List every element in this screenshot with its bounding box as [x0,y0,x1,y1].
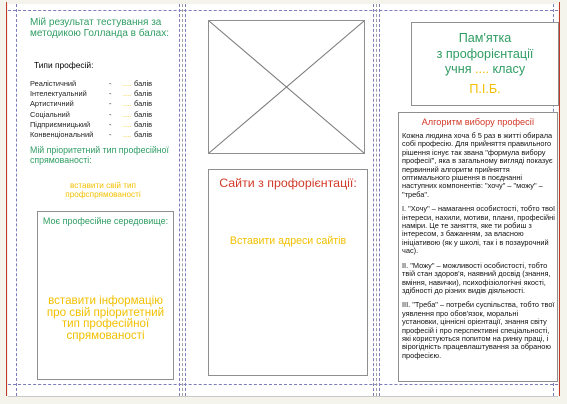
algorithm-paragraph: Кожна людина хоча б 5 раз в житті обирала собі професію. Для прийняття правильного рішення існує так звана "формула вибору професії", яка в загальному вигляді показує первинний алгоритм прийняття оптимального рішення в поєднанні наступних компонентів: "хочу" – "можу" – "треба". [402,131,553,199]
type-row[interactable]: Конвенціональний - .... балів [30,130,153,140]
algorithm-paragraph: II. "Можу" – можливості особистості, тобто твій стан здоров'я, наявний досвід (знання, вміння, навички), психофізіологічні якості, здібності до різних видів діяльності. [402,260,551,295]
type-row[interactable]: Соціальний - .... балів [30,109,153,119]
profession-types-list [30,79,168,140]
type-row[interactable]: Артистичний - .... балів [30,99,153,109]
environment-placeholder[interactable]: вставити інформацію про свій пріоритетний тип професійної спрямованості [46,294,165,342]
type-row[interactable]: Реалістичний - .... балів [30,79,153,88]
fold-line-2 [376,4,377,396]
memo-title-line3: учня .... класу [444,62,526,76]
column-guide-1b [185,4,186,396]
column-guide-2b [379,4,380,396]
sites-placeholder[interactable]: Вставити адреси сайтів [229,235,347,247]
margin-guide-top [8,10,558,11]
margin-guide-bottom [8,384,558,385]
column-guide-2a [373,4,374,396]
profession-types-title[interactable]: Типи професій: [34,60,94,70]
memo-title-box[interactable] [411,22,559,106]
sites-title[interactable]: Сайти з профорієнтації: [219,176,357,190]
image-placeholder-cross-icon [209,21,364,153]
algorithm-text[interactable] [402,132,556,366]
image-placeholder[interactable] [208,20,365,154]
priority-type-title[interactable]: Мій пріоритетний тип професійної спрямованості: [30,145,169,165]
type-row[interactable]: Інтелектуальний - .... балів [30,89,153,99]
fold-line-1 [182,4,183,396]
memo-title-line2: з профорієнтації [436,47,534,61]
column-guide-1a [179,4,180,396]
class-number-placeholder[interactable]: .... [475,62,490,76]
algorithm-paragraph: III. "Треба" – потреби суспільства, тобто твої уявлення про обов'язок, моральні установки, цінніснi орієнтації, знання світу професій і про перспективні спеціальності, які користуються попитом на ринку праці, і вірогідність працевлаштування за обраною професією. [402,300,555,360]
environment-title[interactable]: Моє професійне середовище: [42,216,169,226]
sites-textbox[interactable] [208,169,368,376]
student-name-placeholder[interactable]: П.І.Б. [469,82,501,96]
test-result-title[interactable]: Мій результат тестування за методикою Голланда в балах: [30,17,170,39]
environment-textbox[interactable] [37,211,174,380]
priority-type-placeholder[interactable]: вставити свій тип профспрямованості [65,181,141,200]
algorithm-textbox[interactable] [398,112,558,382]
memo-title-line1: Пам'ятка [458,31,512,45]
margin-guide-left [16,4,17,396]
type-row[interactable]: Підприємницький - .... балів [30,119,153,129]
brochure-page [8,4,558,397]
algorithm-paragraph: I. "Хочу" – намагання особистості, тобто твої інтереси, нахили, мотиви, плани, професійні наміри. Це те заняття, яке ти робиш з інтересом, з бажанням, за власною ініціативою (як у школі, так і в позаурочний час). [402,204,556,256]
algorithm-title[interactable]: Алгоритм вибору професії [421,117,535,127]
